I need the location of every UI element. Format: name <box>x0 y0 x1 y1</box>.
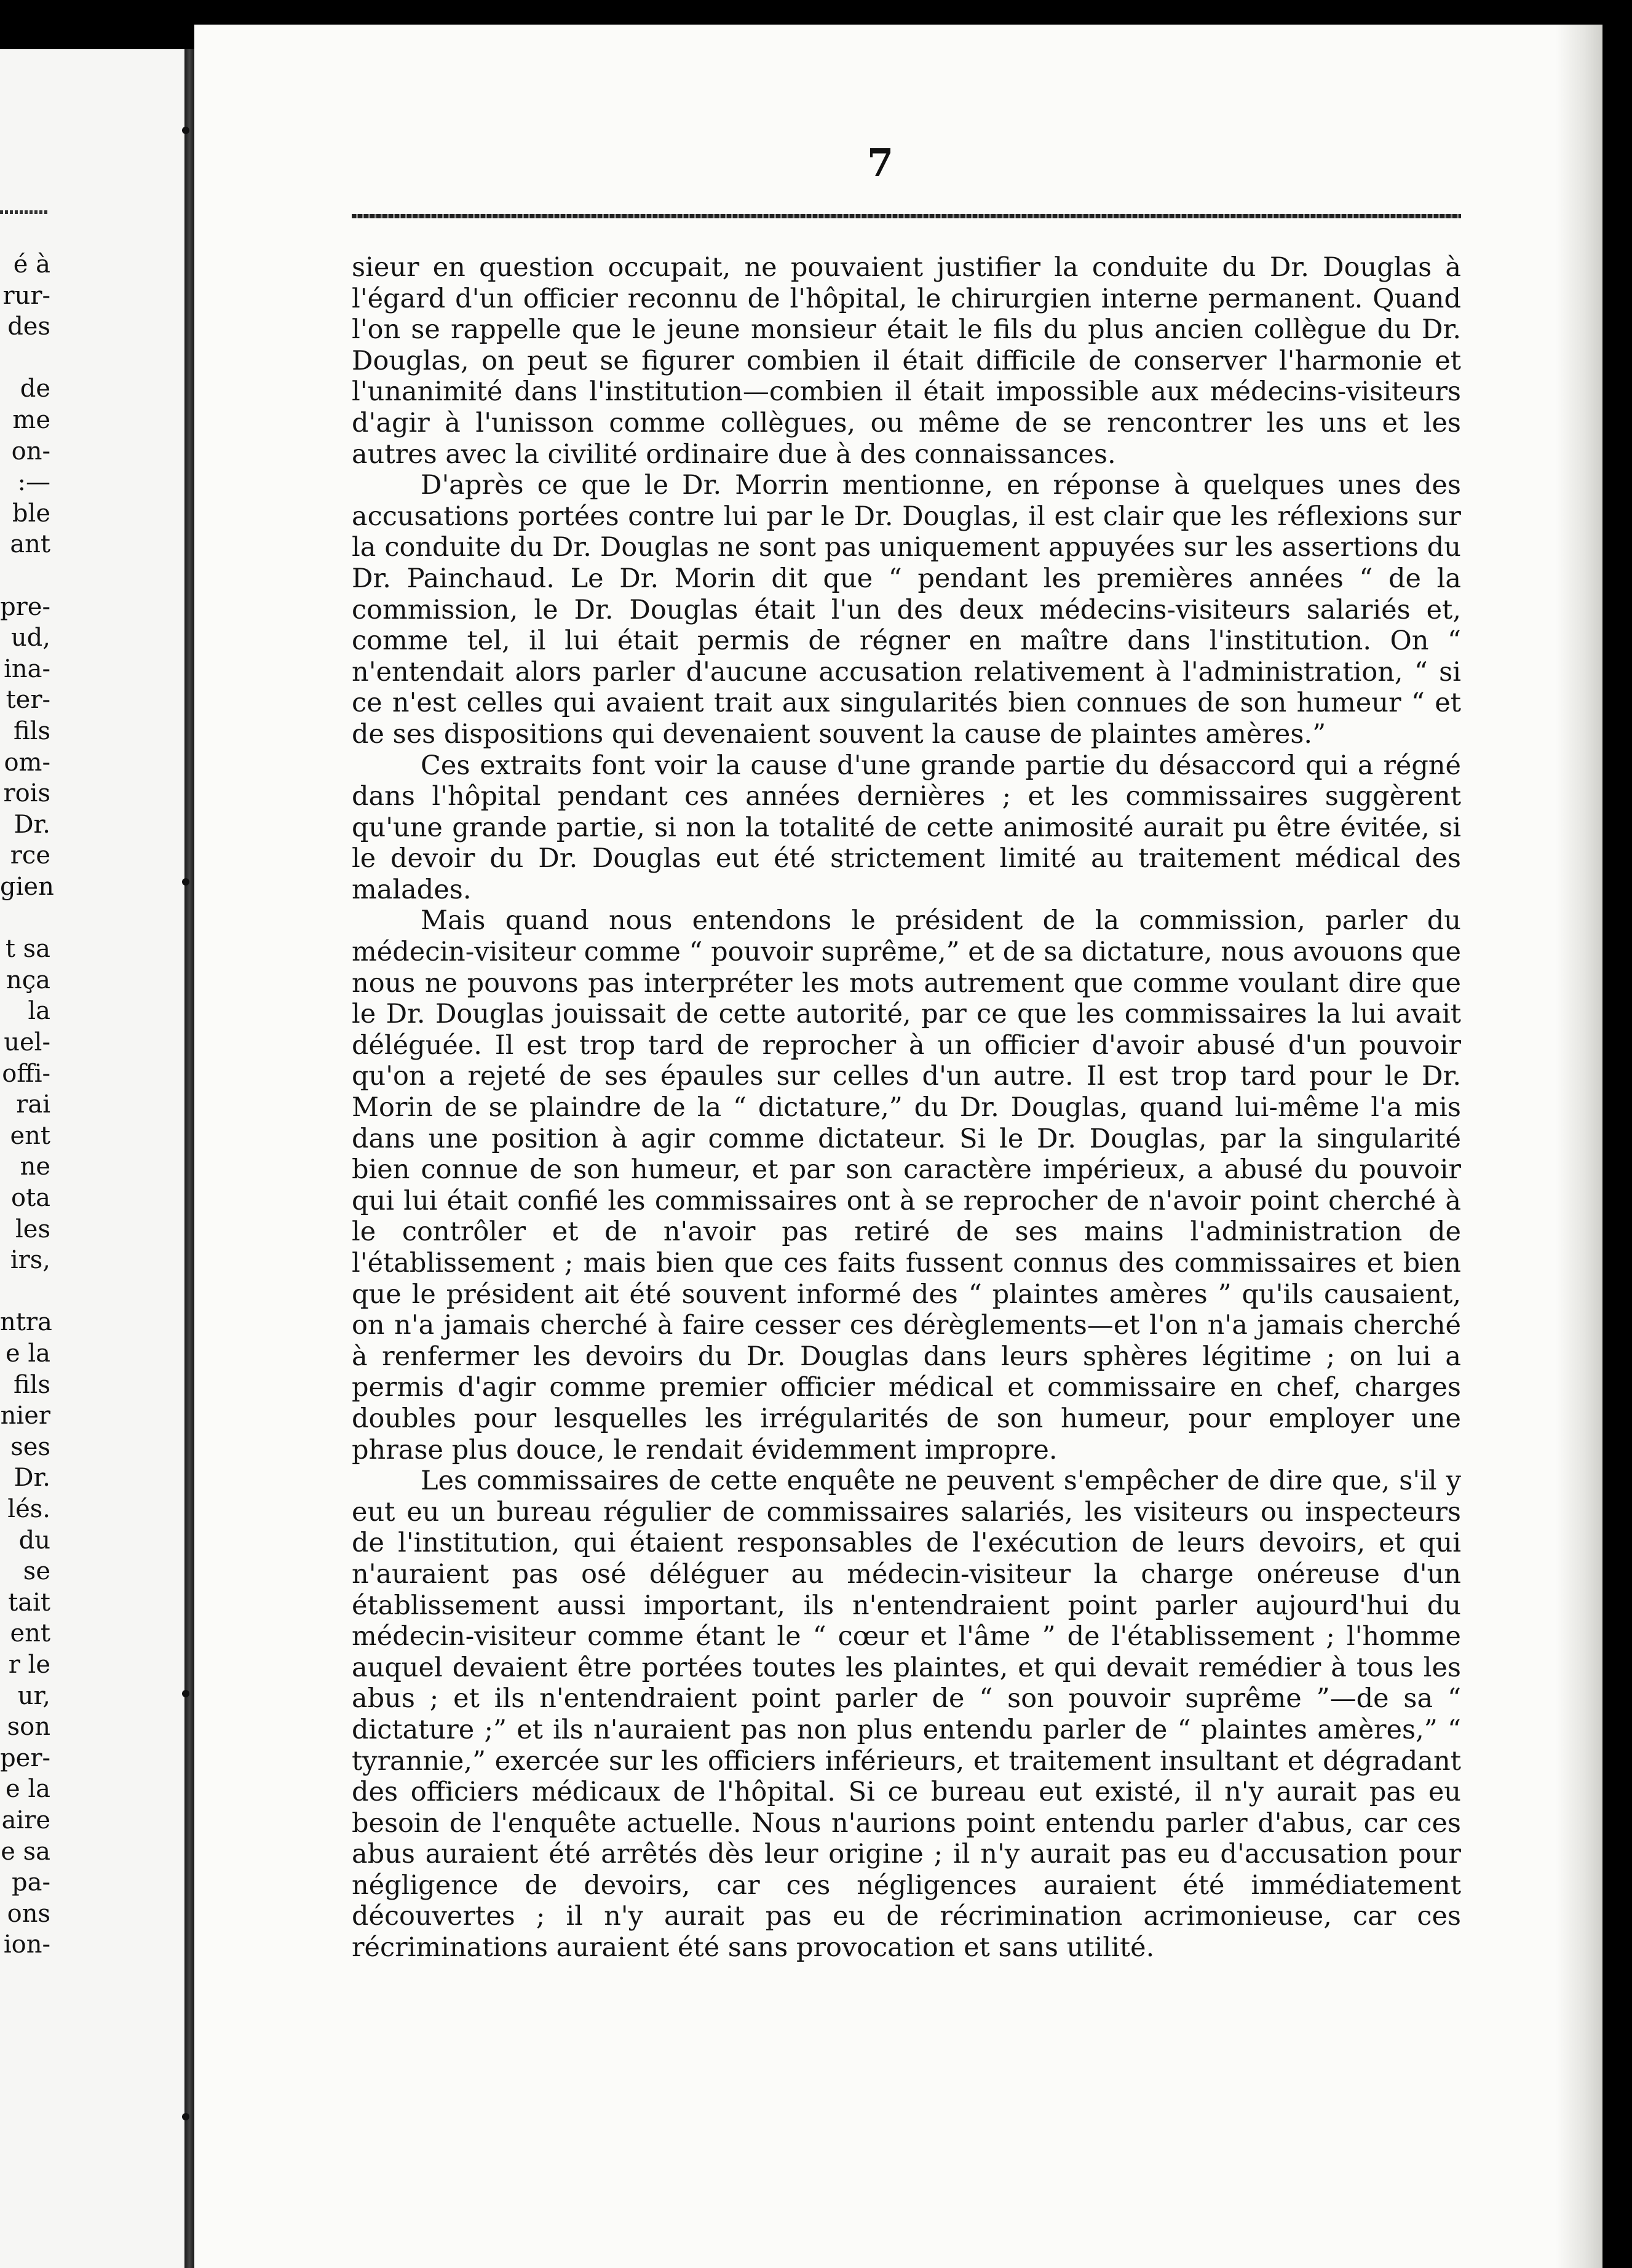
paragraph: Mais quand nous entendons le président de la commission, parler du médecin-visiteur comme “ pouvoir suprême,” et de sa dictature, nous avouons que nous ne pouvons pas interpréter les mots autrement que comme voulant dire que le Dr. Douglas jouissait de cette autorité, par ce que les commissaires la lui avait déléguée. Il est trop tard de reprocher à un officier d'avoir abusé d'un pouvoir qu'on a rejeté de ses épaules sur celles d'un autre. Il est trop tard pour le Dr. Morin de se plaindre de la “ dictature,” du Dr. Douglas, quand lui-même l'a mis dans une position à agir comme dictateur. Si le Dr. Douglas, par la singularité bien connue de son humeur, et par son caractère impérieux, a abusé du pouvoir qui lui était confié les commissaires ont à se reprocher de n'avoir point cherché à le contrôler et de n'avoir pas retiré de ses mains l'administration de l'établissement ; mais bien que ces faits fussent connus des commissaires et bien que le président ait été souvent informé des “ plaintes amères ” qu'ils causaient, on n'a jamais cherché à faire cesser ces dérèglements—et l'on n'a jamais cherché à renfermer les devoirs du Dr. Douglas dans leurs sphères légitime ; on lui a permis d'agir comme premier officier médical et commissaire en chef, charges doubles pour lesquelles les irrégularités de son humeur, pour employer une phrase plus douce, le rendait évidemment impropre. <box>352 905 1461 1465</box>
left-page-fragment: offi- <box>2 1059 50 1088</box>
left-page-fragment: om- <box>4 748 50 777</box>
book-gutter <box>184 49 194 2268</box>
left-page-fragment: nça <box>6 965 50 994</box>
left-page-fragment: ant <box>10 530 50 559</box>
left-page-fragment: ses <box>10 1432 50 1461</box>
left-page-fragment: ina- <box>4 654 50 683</box>
left-page-fragment: gien <box>0 873 54 901</box>
binding-mark <box>182 127 189 134</box>
left-page-fragment: du <box>18 1526 50 1555</box>
left-page-fragment: :— <box>17 468 50 497</box>
left-page-fragment: me <box>12 406 50 434</box>
paragraph: Les commissaires de cette enquête ne peuvent s'empêcher de dire que, s'il y eut eu un bureau régulier de commissaires salariés, les visiteurs ou inspecteurs de l'institution, qui étaient responsables de l'exécution de leurs devoirs, et qui n'auraient pas osé déléguer au médecin-visiteur la charge onéreuse d'un établissement aussi important, ils n'entendraient point parler aujourd'hui du médecin-visiteur comme étant le “ cœur et l'âme ” de l'établissement ; l'homme auquel devaient être portées toutes les plaintes, et qui devait remédier à tous les abus ; et ils n'entendraient point parler de “ son pouvoir suprême ”—de sa “ dictature ;” et ils n'auraient pas non plus entendu parler de “ plaintes amères,” “ tyrannie,” exercée sur les officiers inférieurs, et traitement insultant et dégradant des officiers médicaux de l'hôpital. Si ce bureau eut existé, il n'y aurait pas eu besoin de l'enquête actuelle. Nous n'aurions point entendu parler d'abus, car ces abus auraient été arrêtés dès leur origine ; il n'y aurait pas eu d'accusation pour négligence de devoirs, car ces négligences auraient été immédiatement découvertes ; il n'y aurait pas eu de récrimination acrimonieuse, car ces récriminations auraient été sans provocation et sans utilité. <box>352 1465 1461 1964</box>
binding-mark <box>182 1690 189 1697</box>
left-page-fragment: pre- <box>0 592 50 621</box>
left-page-fragment: Dr. <box>14 1464 50 1493</box>
left-page-fragment: fils <box>14 717 50 745</box>
left-page-fragment: ion- <box>3 1930 50 1959</box>
left-page-fragment: ud, <box>10 624 50 652</box>
paragraph: Ces extraits font voir la cause d'une grande partie du désaccord qui a régné dans l'hôpital pendant ces années dernières ; et les commissaires suggèrent qu'une grande partie, si non la totalité de cette animosité aurait pu être évitée, si le devoir du Dr. Douglas eut été strictement limité au traitement médical des malades. <box>352 750 1461 905</box>
left-page-fragment: lés. <box>7 1495 50 1523</box>
binding-mark <box>182 878 189 886</box>
page-number: 7 <box>867 140 894 185</box>
left-page-fragment: t sa <box>5 935 50 964</box>
page-edge-shadow <box>1556 25 1602 2268</box>
left-page-fragment: rce <box>10 841 50 870</box>
paragraph: sieur en question occupait, ne pouvaient justifier la conduite du Dr. Douglas à l'égard d'un officier reconnu de l'hôpital, le chirurgien interne permanent. Quand l'on se rappelle que le jeune monsieur était le fils du plus ancien collègue du Dr. Douglas, on peut se figurer combien il était difficile de conserver l'harmonie et l'unanimité dans l'institution—combien il était impossible aux médecins-visiteurs d'agir à l'unisson comme collègues, ou même de se rencontrer les uns et les autres avec la civilité ordinaire due à des connaissances. <box>352 252 1461 470</box>
left-page-fragment: rai <box>16 1090 50 1119</box>
left-page-fragment: ur, <box>17 1681 50 1710</box>
left-page-fragment: rur- <box>2 281 50 310</box>
binding-mark <box>182 2113 189 2120</box>
left-page-fragment: se <box>23 1557 50 1586</box>
left-page-fragment: ons <box>7 1899 50 1928</box>
left-page-fragment: des <box>7 312 50 341</box>
left-page-fragment: fils <box>14 1370 50 1399</box>
header-rule <box>352 214 1461 218</box>
left-facing-page <box>0 49 184 2268</box>
left-page-fragment: Dr. <box>14 810 50 839</box>
left-page-fragment: r le <box>8 1651 50 1679</box>
left-page-fragment: ter- <box>6 686 50 715</box>
left-page-fragment: tait <box>8 1588 50 1617</box>
left-page-fragment: ent <box>10 1121 50 1150</box>
left-page-fragment: e sa <box>1 1837 50 1866</box>
left-page-fragment: e la <box>5 1339 50 1368</box>
left-page-fragment: ntra <box>0 1308 52 1337</box>
left-page-rule <box>0 210 49 214</box>
left-page-fragment: per- <box>0 1743 50 1772</box>
left-page-fragment: uel- <box>4 1028 50 1057</box>
paragraph: D'après ce que le Dr. Morrin mentionne, en réponse à quelques unes des accusations portées contre lui par le Dr. Douglas, il est clair que les réflexions sur la conduite du Dr. Douglas ne sont pas uniquement appuyées sur les assertions du Dr. Painchaud. Le Dr. Morin dit que “ pendant les premières années “ de la commission, le Dr. Douglas était l'un des deux médecins-visiteurs salariés et, comme tel, il lui était permis de régner en maître dans l'institution. On “ n'entendait alors parler d'aucune accusation relativement à l'administration, “ si ce n'est celles qui avaient trait aux singularités bien connues de son humeur “ et de ses dispositions qui devenaient souvent la cause de plaintes amères.” <box>352 470 1461 750</box>
left-page-fragment: irs, <box>10 1246 50 1275</box>
left-page-fragment: rois <box>3 779 50 808</box>
left-page-fragment: de <box>20 375 50 403</box>
left-page-fragment: les <box>15 1215 50 1243</box>
left-page-fragment: ent <box>10 1619 50 1648</box>
left-page-fragment: aire <box>1 1806 50 1834</box>
body-text <box>352 252 1461 1964</box>
left-page-fragment: ne <box>20 1152 50 1181</box>
left-page-fragment: ble <box>12 499 50 528</box>
left-page-fragment: é à <box>13 250 50 279</box>
left-page-fragment: ota <box>10 1184 50 1212</box>
left-page-fragment: la <box>28 997 50 1026</box>
left-page-fragment: on- <box>11 437 50 466</box>
left-page-fragment: son <box>7 1713 50 1742</box>
left-page-fragment: nier <box>0 1402 50 1430</box>
left-page-fragment: e la <box>5 1775 50 1804</box>
left-page-fragment: pa- <box>12 1868 50 1897</box>
